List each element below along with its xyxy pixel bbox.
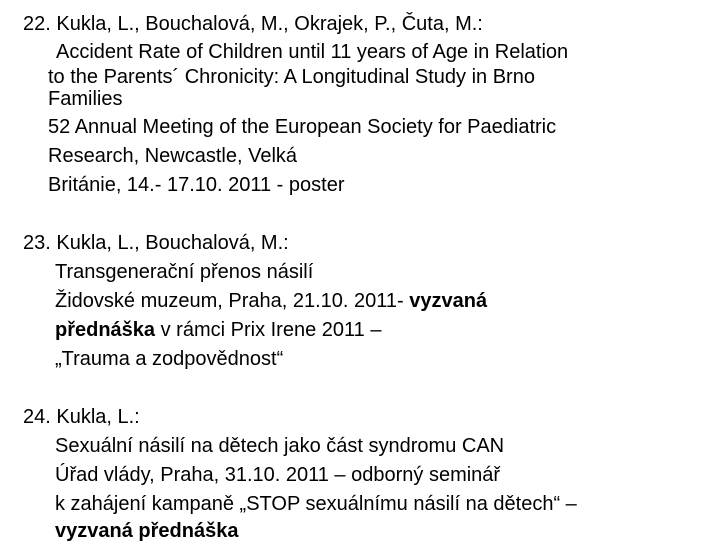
- entry-23-event-title: „Trauma a zodpovědnost“: [55, 348, 284, 370]
- entry-23-title-line: Transgenerační přenos násilí: [55, 261, 314, 283]
- entry-22-title-line-1: Accident Rate of Children until 11 years of Age in Relation: [56, 41, 569, 63]
- entry-22-title-line-2: to the Parents´ Chronicity: A Longitudinal Study in Brno: [48, 66, 535, 88]
- entry-22-venue-line-3: Británie, 14.- 17.10. 2011 - poster: [48, 174, 345, 196]
- entry-22-venue-line-2: Research, Newcastle, Velká: [48, 145, 298, 167]
- entry-23-event-text: v rámci Prix Irene 2011 –: [155, 319, 382, 341]
- entry-22-heading: 22. Kukla, L., Bouchalová, M., Okrajek, P., Čuta, M.:: [23, 13, 483, 35]
- entry-23-venue-line-2: [55, 316, 381, 345]
- entry-24-heading: 24. Kukla, L.:: [23, 406, 140, 428]
- entry-24-venue-line-2: k zahájení kampaně „STOP sexuálnímu násilí na dětech“ –: [55, 493, 577, 515]
- entry-23-heading: 23. Kukla, L., Bouchalová, M.:: [23, 232, 289, 254]
- entry-23-invited-label-part-2: přednáška: [55, 319, 156, 341]
- entry-23-invited-label-part-1: vyzvaná: [409, 290, 488, 312]
- entry-23-venue-text: Židovské muzeum, Praha, 21.10. 2011-: [55, 290, 410, 312]
- entry-22-venue-line-1: 52 Annual Meeting of the European Society for Paediatric: [48, 116, 557, 138]
- entry-22-title-line-3: Families: [48, 88, 123, 110]
- entry-24-title-line: Sexuální násilí na dětech jako část syndromu CAN: [55, 435, 505, 457]
- entry-24-venue-line-1: Úřad vlády, Praha, 31.10. 2011 – odborný seminář: [55, 464, 501, 486]
- entry-23-venue-line-1: [55, 287, 487, 316]
- entry-24-invited-label: vyzvaná přednáška: [55, 520, 239, 542]
